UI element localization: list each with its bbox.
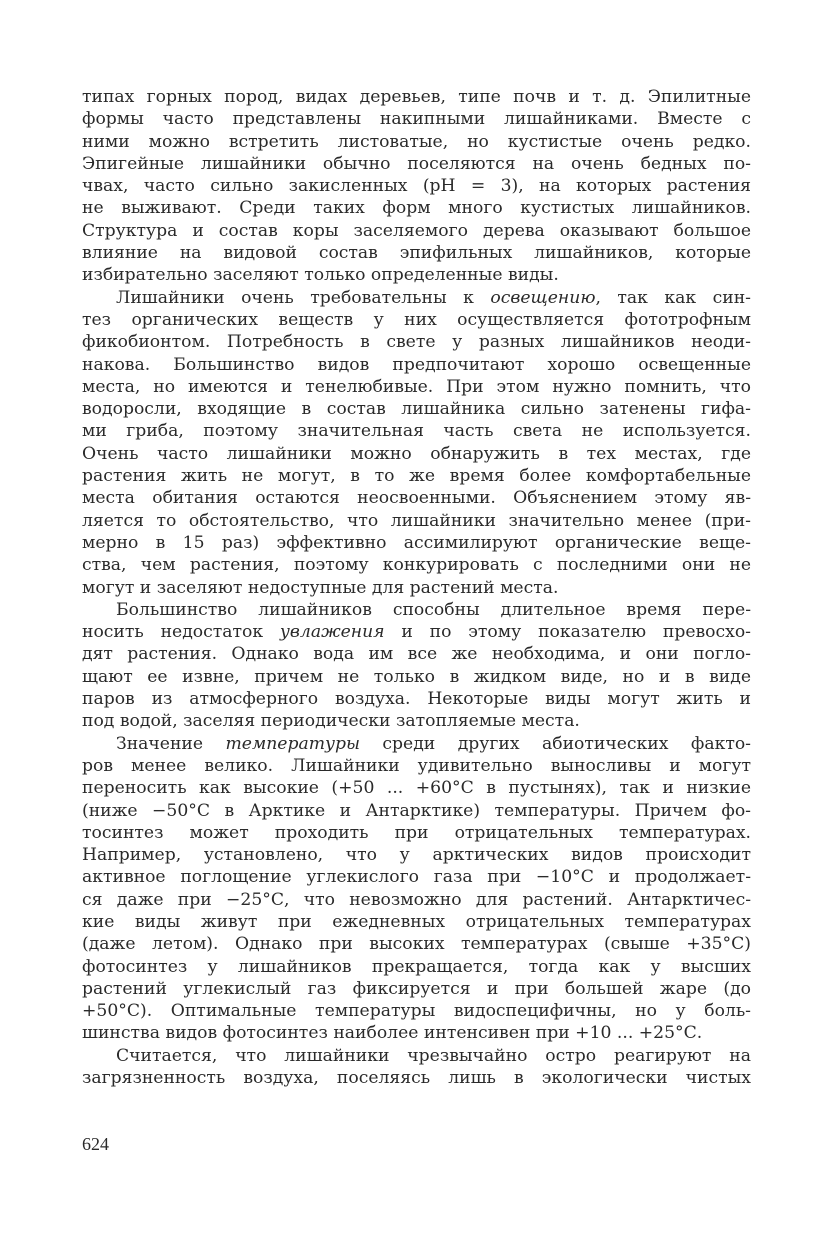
text-line: (ниже −50°С в Арктике и Антарктике) температуры. Причем фо- — [82, 800, 751, 821]
text-line: мерно в 15 раз) эффективно ассимилируют органические веще- — [82, 532, 751, 553]
text-line: фикобионтом. Потребность в свете у разных лишайников неоди- — [82, 332, 751, 353]
text-line: влияние на видовой состав эпифильных лишайников, которые — [82, 243, 751, 264]
text-segment: Значение — [116, 733, 226, 754]
text-segment: среди других абиотических факто- — [359, 733, 751, 754]
text-line: растения жить не могут, в то же время более комфортабельные — [82, 466, 751, 487]
text-line: избирательно заселяют только определенные виды. — [82, 265, 559, 286]
text-line: фотосинтез у лишайников прекращается, тогда как у высших — [82, 956, 751, 977]
text-line: шинства видов фотосинтез наиболее интенсивен при +10 ... +25°С. — [82, 1023, 703, 1044]
emphasis-temperature: температуры — [225, 733, 360, 754]
text-line: кие виды живут при ежедневных отрицательных температурах — [82, 911, 751, 932]
text-line-moisture — [82, 621, 751, 643]
text-line: под водой, заселяя периодически затопляемые места. — [82, 711, 580, 732]
paragraph-start-light — [82, 287, 751, 309]
text-line: Структура и состав коры заселяемого дерева оказывают большое — [82, 220, 751, 241]
emphasis-light: освещению — [490, 287, 596, 308]
text-line: +50°С). Оптимальные температуры видоспецифичны, но у боль- — [82, 1001, 751, 1022]
text-line: накова. Большинство видов предпочитают хорошо освещенные — [82, 354, 751, 375]
text-line: чвах, часто сильно закисленных (pH = 3), на которых растения — [82, 176, 751, 197]
text-line: формы часто представлены накипными лишайниками. Вместе с — [82, 109, 751, 130]
text-line: переносить как высокие (+50 ... +60°С в пустынях), так и низкие — [82, 778, 751, 799]
paragraph-start-temperature — [82, 733, 751, 755]
paragraph-start-moisture: Большинство лишайников способны длительное время пере- — [116, 599, 751, 620]
text-line: ся даже при −25°С, что невозможно для растений. Антарктичес- — [82, 889, 751, 910]
text-line: (даже летом). Однако при высоких температурах (свыше +35°С) — [82, 934, 751, 955]
emphasis-moisture: увлажения — [279, 622, 385, 643]
paragraph-start-pollution: Считается, что лишайники чрезвычайно остро реагируют на — [116, 1045, 751, 1066]
text-line: ми гриба, поэтому значительная часть света не используется. — [82, 421, 751, 442]
text-line: ства, чем растения, поэтому конкурировать с последними они не — [82, 555, 751, 576]
page-number: 624 — [82, 1134, 109, 1154]
text-segment: Лишайники очень требовательны к — [116, 287, 491, 308]
text-segment: носить недостаток — [82, 622, 280, 643]
text-segment: , так как син- — [595, 287, 751, 308]
text-line: ляется то обстоятельство, что лишайники значительно менее (при- — [82, 510, 751, 531]
text-line: Например, установлено, что у арктических видов происходит — [82, 845, 751, 866]
text-line: могут и заселяют недоступные для растений места. — [82, 577, 559, 598]
text-line: Очень часто лишайники можно обнаружить в тех местах, где — [82, 443, 751, 464]
text-line: Эпигейные лишайники обычно поселяются на очень бедных по- — [82, 153, 751, 174]
text-line: ров менее велико. Лишайники удивительно выносливы и могут — [82, 755, 751, 776]
text-line: водоросли, входящие в состав лишайника сильно затенены гифа- — [82, 399, 751, 420]
text-line: тез органических веществ у них осуществляется фототрофным — [82, 309, 751, 330]
text-line: ними можно встретить листоватые, но кустистые очень редко. — [82, 131, 751, 152]
text-line: тосинтез может проходить при отрицательных температурах. — [82, 822, 751, 843]
text-line: щают ее извне, причем не только в жидком виде, но и в виде — [82, 666, 751, 687]
text-segment: и по этому показателю превосхо- — [384, 622, 751, 643]
text-line: дят растения. Однако вода им все же необходима, и они погло- — [82, 644, 751, 665]
text-line: загрязненность воздуха, поселяясь лишь в экологически чистых — [82, 1068, 751, 1089]
text-line: не выживают. Среди таких форм много кустистых лишайников. — [82, 198, 751, 219]
page-body — [82, 86, 751, 1089]
text-line: активное поглощение углекислого газа при −10°С и продолжает- — [82, 867, 751, 888]
text-line: типах горных пород, видах деревьев, типе почв и т. д. Эпилитные — [82, 87, 751, 107]
text-line: места обитания остаются неосвоенными. Объяснением этому яв- — [82, 488, 751, 509]
text-line: паров из атмосферного воздуха. Некоторые виды могут жить и — [82, 689, 751, 710]
text-line: растений углекислый газ фиксируется и при большей жаре (до — [82, 978, 751, 999]
text-line: места, но имеются и тенелюбивые. При этом нужно помнить, что — [82, 376, 751, 397]
